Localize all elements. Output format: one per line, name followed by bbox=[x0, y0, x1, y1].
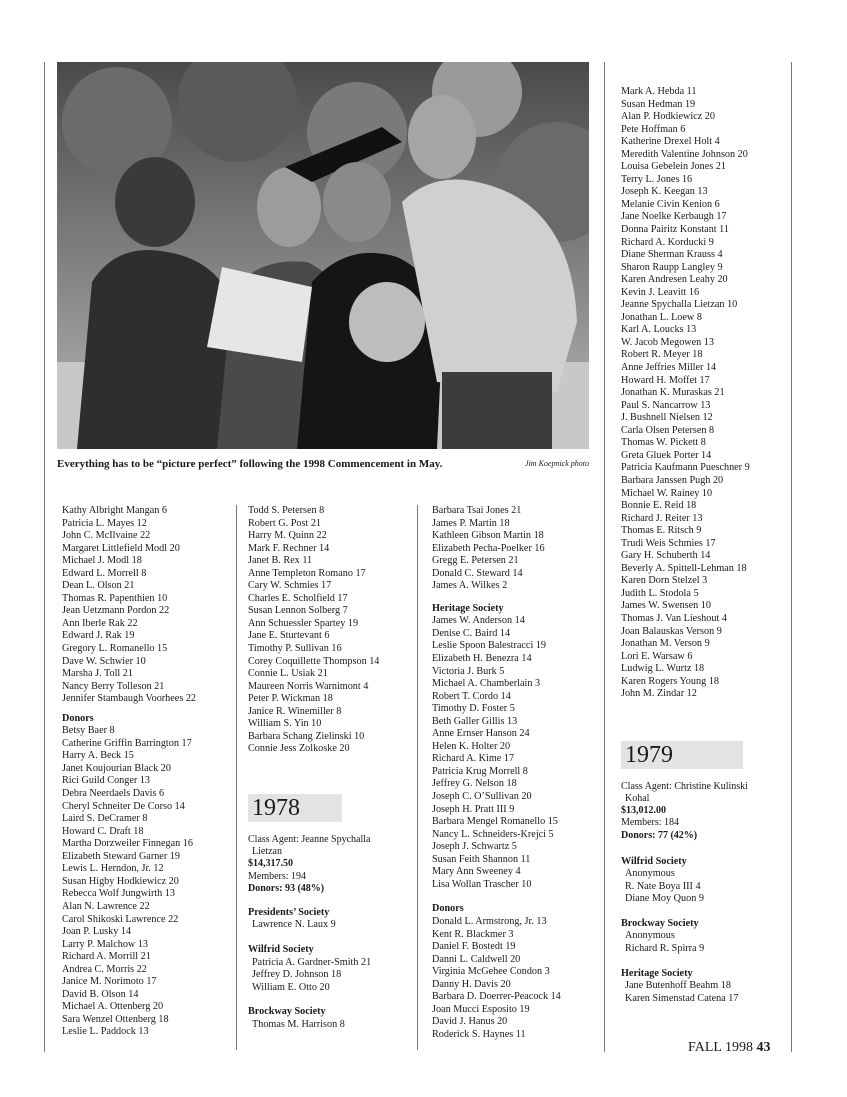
presidents-society-heading: Presidents’ Society bbox=[248, 906, 330, 918]
donor-name: Barbara D. Doerrer-Peacock 14 bbox=[432, 991, 561, 1003]
donor-name: Barbara Mengel Romanello 15 bbox=[432, 816, 558, 828]
donor-name: Donald C. Steward 14 bbox=[432, 567, 523, 579]
donor-name: Leslie Spoon Balestracci 19 bbox=[432, 640, 547, 652]
donor-name: Janice M. Norimoto 17 bbox=[62, 976, 157, 988]
donor-name: Roderick S. Haynes 11 bbox=[432, 1028, 526, 1040]
donor-name: Daniel F. Bostedt 19 bbox=[432, 941, 516, 953]
donor-name: Louisa Gebelein Jones 21 bbox=[621, 161, 726, 173]
donor-name: Diane Sherman Krauss 4 bbox=[621, 249, 723, 261]
donor-name: Barbara Janssen Pugh 20 bbox=[621, 474, 724, 486]
donor-name: Rebecca Wolf Jungwirth 13 bbox=[62, 888, 176, 900]
col2-brockway-list bbox=[248, 1019, 379, 1032]
donor-name: Thomas R. Papenthien 10 bbox=[62, 592, 168, 604]
commencement-photo bbox=[57, 62, 589, 449]
donor-name: Michael A. Chamberlain 3 bbox=[432, 678, 541, 690]
column-rule-2 bbox=[417, 505, 418, 1050]
donor-name: Janet Koujourian Black 20 bbox=[62, 762, 171, 774]
donor-name: Jeanne Spychalla Lietzan 10 bbox=[621, 299, 738, 311]
donor-name: David J. Hanus 20 bbox=[432, 1016, 508, 1028]
column-4 bbox=[621, 86, 750, 1005]
donor-name: Ludwig L. Wurtz 18 bbox=[621, 663, 705, 675]
donor-name: Elizabeth Pecha-Poelker 16 bbox=[432, 542, 545, 554]
donor-name: Mary Ann Sweeney 4 bbox=[432, 866, 521, 878]
donor-name: David B. Olson 14 bbox=[62, 988, 139, 1000]
donor-name: Carol Shikoski Lawrence 22 bbox=[62, 913, 179, 925]
donor-name: Bonnie E. Reid 18 bbox=[621, 500, 697, 512]
donor-name: Ann Schuessler Spartey 19 bbox=[248, 617, 359, 629]
donor-name: Gary H. Schuberth 14 bbox=[621, 550, 711, 562]
donor-name: Edward J. Rak 19 bbox=[62, 630, 135, 642]
donor-name: Connie L. Usiak 21 bbox=[248, 668, 328, 680]
donor-name: Anne Templeton Romano 17 bbox=[248, 567, 366, 579]
donor-name: Katherine Drexel Holt 4 bbox=[621, 136, 720, 148]
donor-name: Cheryl Schneiter De Corso 14 bbox=[62, 800, 185, 812]
donor-name: Alan N. Lawrence 22 bbox=[62, 900, 150, 912]
donor-name: Dave W. Schwier 10 bbox=[62, 655, 146, 667]
donor-name: Joseph K. Keegan 13 bbox=[621, 186, 708, 198]
donor-name: James P. Martin 18 bbox=[432, 517, 510, 529]
donor-name: Thomas J. Van Lieshout 4 bbox=[621, 612, 727, 624]
col4-brockway-list bbox=[621, 930, 750, 955]
col3-donors-list bbox=[432, 916, 561, 1041]
donor-name: Paul S. Nancarrow 13 bbox=[621, 399, 711, 411]
donor-name: Robert T. Cordo 14 bbox=[432, 690, 511, 702]
donor-name: Cary W. Schmies 17 bbox=[248, 580, 332, 592]
donor-name: Michael W. Rainey 10 bbox=[621, 487, 713, 499]
donor-name: Janet B. Rex 11 bbox=[248, 555, 313, 567]
donor-name: Laird S. DeCramer 8 bbox=[62, 813, 148, 825]
donor-name: Rici Guild Conger 13 bbox=[62, 775, 151, 787]
class-agent-1978: Class Agent: Jeanne Spychalla bbox=[248, 833, 371, 845]
donor-name: Carla Olsen Petersen 8 bbox=[621, 424, 715, 436]
col2-wilfrid-list bbox=[248, 957, 379, 995]
col4-name-list bbox=[621, 86, 750, 701]
donor-name: Debra Neerdaels Davis 6 bbox=[62, 788, 165, 800]
donor-name: James W. Anderson 14 bbox=[432, 615, 525, 627]
donor-name: Mark A. Hebda 11 bbox=[621, 86, 697, 97]
donor-name: Karen Simenstad Catena 17 bbox=[625, 992, 739, 1004]
donor-name: Peter P. Wickman 18 bbox=[248, 693, 333, 705]
donor-name: Nancy L. Schneiders-Krejci 5 bbox=[432, 828, 554, 840]
donor-name: W. Jacob Megowen 13 bbox=[621, 336, 714, 348]
donor-name: Denise C. Baird 14 bbox=[432, 627, 511, 639]
donor-name: Kathleen Gibson Martin 18 bbox=[432, 530, 544, 542]
donor-name: Robert R. Meyer 18 bbox=[621, 349, 703, 361]
donor-name: Maureen Norris Warnimont 4 bbox=[248, 680, 369, 692]
donor-name: Donna Pairitz Konstant 11 bbox=[621, 224, 729, 236]
members-1978: Members: 194 bbox=[248, 870, 307, 882]
class-agent-1979-cont: Kohal bbox=[625, 792, 650, 804]
donor-name: Beverly A. Spittell-Lehman 18 bbox=[621, 562, 747, 574]
column-rule-right bbox=[791, 62, 792, 1052]
donor-name: Thomas M. Harrison 8 bbox=[252, 1018, 345, 1030]
donor-name: Charles E. Scholfield 17 bbox=[248, 592, 348, 604]
donor-name: Leslie L. Paddock 13 bbox=[62, 1026, 149, 1038]
donor-name: Patricia Kaufmann Pueschner 9 bbox=[621, 462, 750, 474]
donor-name: Barbara Schang Zielinski 10 bbox=[248, 730, 365, 742]
donor-name: R. Nate Boya III 4 bbox=[625, 880, 701, 892]
donor-name: Joseph H. Pratt III 9 bbox=[432, 803, 515, 815]
donor-name: Sharon Raupp Langley 9 bbox=[621, 261, 723, 273]
donor-name: Jennifer Stambaugh Voorhees 22 bbox=[62, 693, 197, 705]
donor-name: Jeffrey G. Nelson 18 bbox=[432, 778, 517, 790]
column-1 bbox=[62, 505, 196, 1039]
donor-name: Gregg E. Petersen 21 bbox=[432, 555, 519, 567]
donor-name: J. Bushnell Nielsen 12 bbox=[621, 412, 713, 424]
col4-wilfrid-heading: Wilfrid Society bbox=[621, 855, 687, 867]
donor-name: Jean Uetzmann Pordon 22 bbox=[62, 605, 170, 617]
donor-name: Elizabeth Steward Garner 19 bbox=[62, 850, 180, 862]
year-1979-heading: 1979 bbox=[621, 741, 743, 769]
donor-name: Melanie Civin Kenion 6 bbox=[621, 198, 720, 210]
col4-brockway-heading: Brockway Society bbox=[621, 917, 699, 929]
donor-name: Lewis L. Herndon, Jr. 12 bbox=[62, 863, 164, 875]
col3-heritage-list bbox=[432, 615, 561, 891]
donor-name: Virginia McGehee Condon 3 bbox=[432, 966, 550, 978]
donor-name: Susan Hedman 19 bbox=[621, 98, 696, 110]
donor-name: Susan Feith Shannon 11 bbox=[432, 853, 531, 865]
column-rule-3 bbox=[604, 62, 605, 1052]
donor-name: Terry L. Jones 16 bbox=[621, 173, 693, 185]
donor-name: Richard R. Spirra 9 bbox=[625, 943, 705, 955]
donor-name: Alan P. Hodkiewicz 20 bbox=[621, 111, 715, 123]
donor-name: Judith L. Stodola 5 bbox=[621, 587, 699, 599]
column-rule-left bbox=[44, 62, 45, 1052]
class-agent-1979: Class Agent: Christine Kulinski bbox=[621, 780, 748, 792]
column-rule-1 bbox=[236, 505, 237, 1050]
donor-name: Diane Moy Quon 9 bbox=[625, 893, 704, 905]
donor-name: Karen Andresen Leahy 20 bbox=[621, 274, 728, 286]
amount-1978: $14,317.50 bbox=[248, 858, 293, 870]
column-2 bbox=[248, 505, 379, 1031]
donor-name: Howard H. Moffet 17 bbox=[621, 374, 710, 386]
donor-name: Jane Butenhoff Beahm 18 bbox=[625, 980, 731, 992]
donor-name: Joan Mucci Esposito 19 bbox=[432, 1003, 530, 1015]
donor-name: Dean L. Olson 21 bbox=[62, 580, 135, 592]
col3-donors-heading: Donors bbox=[432, 903, 464, 915]
donor-name: Beth Galler Gillis 13 bbox=[432, 715, 518, 727]
donor-name: Trudi Weis Schmies 17 bbox=[621, 537, 716, 549]
photo-credit: Jim Koepnick photo bbox=[525, 459, 589, 468]
col3-heritage-heading: Heritage Society bbox=[432, 602, 504, 614]
donor-name: James W. Swensen 10 bbox=[621, 600, 711, 612]
donor-name: Richard A. Korducki 9 bbox=[621, 236, 714, 248]
donor-name: Lawrence N. Laux 9 bbox=[252, 919, 336, 931]
donor-name: James A. Wilkes 2 bbox=[432, 580, 508, 592]
donor-name: Greta Gluek Porter 14 bbox=[621, 449, 712, 461]
donor-name: Betsy Baer 8 bbox=[62, 725, 115, 737]
donor-name: Larry P. Malchow 13 bbox=[62, 938, 149, 950]
column-3 bbox=[432, 505, 561, 1041]
donor-name: Anne Jeffries Miller 14 bbox=[621, 362, 717, 374]
donor-name: Elizabeth H. Benezra 14 bbox=[432, 653, 532, 665]
donor-name: Patricia L. Mayes 12 bbox=[62, 517, 147, 529]
donor-name: Kathy Albright Mangan 6 bbox=[62, 505, 167, 516]
col2-wilfrid-heading: Wilfrid Society bbox=[248, 943, 314, 955]
donor-name: Timothy D. Foster 5 bbox=[432, 703, 515, 715]
donor-name: Lisa Wollan Trascher 10 bbox=[432, 878, 532, 890]
col2-brockway-heading: Brockway Society bbox=[248, 1006, 326, 1018]
col1-name-list bbox=[62, 505, 196, 706]
donor-name: Patricia A. Gardner-Smith 21 bbox=[252, 956, 372, 968]
donor-name: Ann Iberle Rak 22 bbox=[62, 617, 138, 629]
donor-name: Margaret Littlefield Modl 20 bbox=[62, 542, 180, 554]
presidents-society-list bbox=[248, 919, 379, 932]
donor-name: Barbara Tsai Jones 21 bbox=[432, 505, 522, 516]
donor-name: Todd S. Petersen 8 bbox=[248, 505, 325, 516]
year-1978-heading: 1978 bbox=[248, 794, 342, 822]
donor-name: Jonathan K. Muraskas 21 bbox=[621, 387, 725, 399]
donor-name: Richard A. Kime 17 bbox=[432, 753, 515, 765]
donor-name: Danny H. Davis 20 bbox=[432, 978, 511, 990]
col4-heritage-heading: Heritage Society bbox=[621, 967, 693, 979]
col4-heritage-list bbox=[621, 980, 750, 1005]
donor-name: Karen Dorn Stelzel 3 bbox=[621, 575, 708, 587]
donor-name: Victoria J. Burk 5 bbox=[432, 665, 505, 677]
page-footer bbox=[688, 1040, 770, 1056]
donor-name: Anne Ernser Hanson 24 bbox=[432, 728, 530, 740]
donor-name: Andrea C. Morris 22 bbox=[62, 963, 147, 975]
donor-name: Richard A. Morrill 21 bbox=[62, 951, 151, 963]
donor-name: Connie Jess Zolkoske 20 bbox=[248, 743, 350, 755]
donor-name: Joan Balauskas Verson 9 bbox=[621, 625, 722, 637]
donor-name: Karen Rogers Young 18 bbox=[621, 675, 719, 687]
col1-donors-heading: Donors bbox=[62, 712, 94, 724]
members-1979: Members: 184 bbox=[621, 817, 680, 829]
donor-name: John M. Zindar 12 bbox=[621, 688, 697, 700]
donor-name: Pete Hoffman 6 bbox=[621, 123, 686, 135]
donor-name: Meredith Valentine Johnson 20 bbox=[621, 148, 748, 160]
col4-wilfrid-list bbox=[621, 868, 750, 906]
donor-name: Patricia Krug Morrell 8 bbox=[432, 765, 528, 777]
donor-name: Jane E. Sturtevant 6 bbox=[248, 630, 330, 642]
donor-name: Sara Wenzel Ottenberg 18 bbox=[62, 1013, 169, 1025]
col1-donors-list bbox=[62, 725, 196, 1039]
page-number: 43 bbox=[756, 1040, 771, 1055]
donor-name: Gregory L. Romanello 15 bbox=[62, 643, 168, 655]
donor-name: Kevin J. Leavitt 16 bbox=[621, 286, 700, 298]
donor-name: Thomas W. Pickett 8 bbox=[621, 437, 706, 449]
donor-name: Susan Higby Hodkiewicz 20 bbox=[62, 875, 179, 887]
donor-name: Mark F. Rechner 14 bbox=[248, 542, 330, 554]
donor-name: Anonymous bbox=[625, 930, 675, 942]
amount-1979: $13,012.00 bbox=[621, 805, 666, 817]
donor-name: Nancy Berry Tolleson 21 bbox=[62, 680, 165, 692]
donor-name: Karl A. Loucks 13 bbox=[621, 324, 697, 336]
donor-name: Jonathan M. Verson 9 bbox=[621, 638, 710, 650]
donor-name: Timothy P. Sullivan 16 bbox=[248, 643, 342, 655]
col3-name-list bbox=[432, 505, 561, 593]
donor-name: Edward L. Morrell 8 bbox=[62, 567, 147, 579]
donor-name: Richard J. Reiter 13 bbox=[621, 512, 703, 524]
donor-name: Corey Coquillette Thompson 14 bbox=[248, 655, 380, 667]
donor-name: Kent R. Blackmer 3 bbox=[432, 928, 514, 940]
donor-name: Howard C. Draft 18 bbox=[62, 825, 144, 837]
donor-name: Jonathan L. Loew 8 bbox=[621, 311, 702, 323]
donors-stat-1978: Donors: 93 (48%) bbox=[248, 882, 325, 894]
donor-name: Joseph J. Schwartz 5 bbox=[432, 841, 517, 853]
donor-name: Catherine Griffin Barrington 17 bbox=[62, 737, 192, 749]
donor-name: Jane Noelke Kerbaugh 17 bbox=[621, 211, 727, 223]
col2-name-list bbox=[248, 505, 379, 756]
donor-name: Harry A. Beck 15 bbox=[62, 750, 134, 762]
donor-name: Jeffrey D. Johnson 18 bbox=[252, 969, 342, 981]
donor-name: John C. McIlvaine 22 bbox=[62, 530, 151, 542]
donor-name: Janice R. Winemiller 8 bbox=[248, 705, 342, 717]
donor-name: William S. Yin 10 bbox=[248, 718, 322, 730]
donors-stat-1979: Donors: 77 (42%) bbox=[621, 829, 698, 841]
donor-name: Donald L. Armstrong, Jr. 13 bbox=[432, 915, 547, 927]
donor-name: Marsha J. Toll 21 bbox=[62, 668, 133, 680]
donor-name: Lori E. Warsaw 6 bbox=[621, 650, 693, 662]
donor-name: Joan P. Lusky 14 bbox=[62, 926, 132, 938]
donor-name: Robert G. Post 21 bbox=[248, 517, 322, 529]
donor-name: Anonymous bbox=[625, 868, 675, 880]
donor-name: Martha Dorzweiler Finnegan 16 bbox=[62, 838, 193, 850]
issue-label: FALL 1998 bbox=[688, 1040, 753, 1055]
donor-name: Michael A. Ottenberg 20 bbox=[62, 1001, 164, 1013]
class-agent-1978-cont: Lietzan bbox=[252, 846, 282, 858]
donor-name: Danni L. Caldwell 20 bbox=[432, 953, 521, 965]
caption-text: Everything has to be “picture perfect” following the 1998 Commencement in May. bbox=[57, 458, 443, 470]
donor-name: Thomas E. Ritsch 9 bbox=[621, 525, 702, 537]
photo-caption bbox=[57, 458, 589, 474]
donor-name: Harry M. Quinn 22 bbox=[248, 530, 327, 542]
donor-name: Michael J. Modl 18 bbox=[62, 555, 142, 567]
donor-name: Susan Lennon Solberg 7 bbox=[248, 605, 348, 617]
donor-name: Joseph C. O’Sullivan 20 bbox=[432, 791, 532, 803]
donor-name: William E. Otto 20 bbox=[252, 981, 330, 993]
donor-name: Helen K. Holter 20 bbox=[432, 740, 511, 752]
